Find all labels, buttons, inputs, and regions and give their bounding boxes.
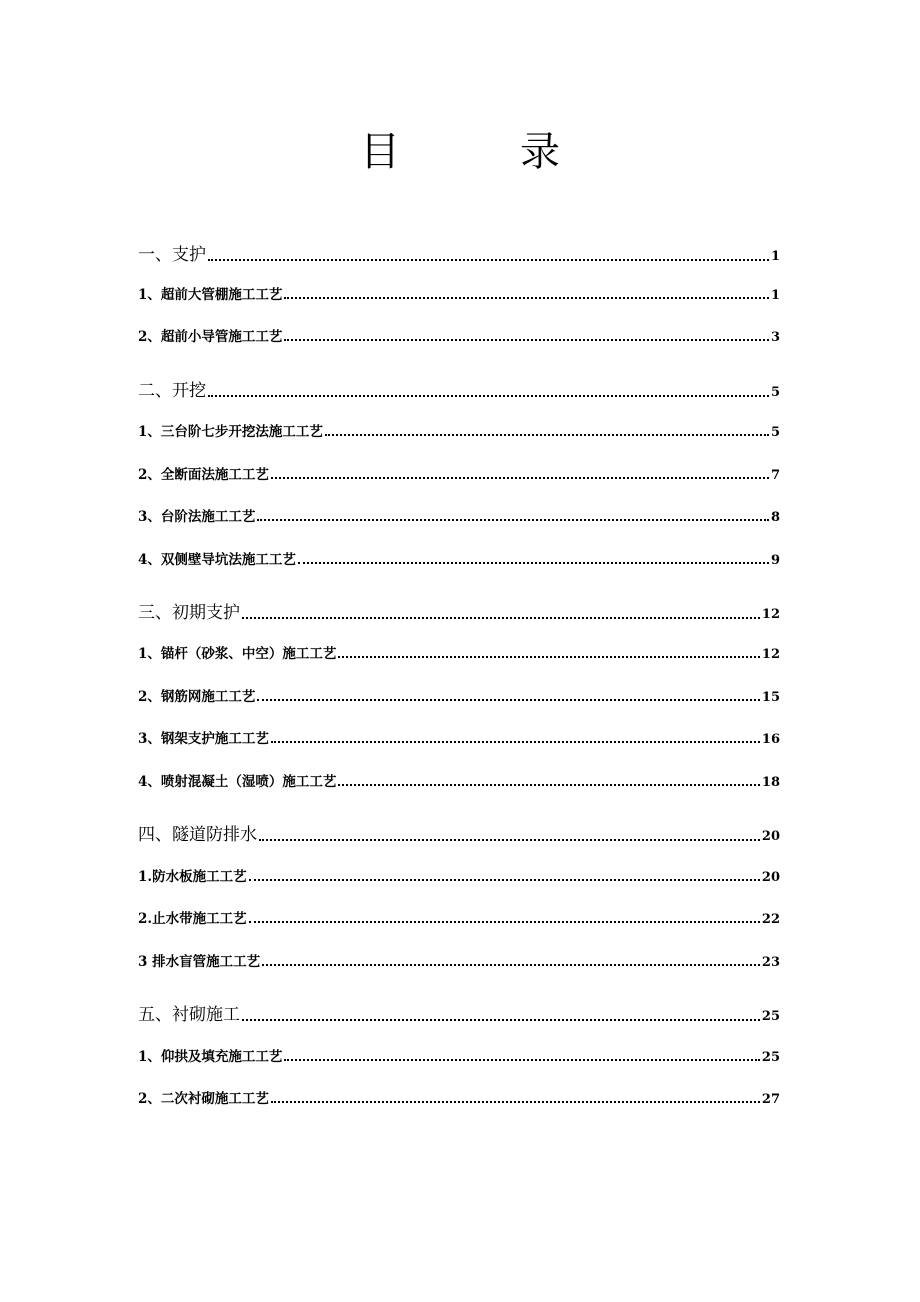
toc-entry-label: 2、全断面法施工工艺 <box>138 467 269 483</box>
dot-leader <box>208 259 769 261</box>
toc-entry-label: 1、超前大管棚施工工艺 <box>138 287 283 303</box>
toc-entry[interactable] <box>138 325 780 345</box>
toc-entry-label: 2.止水带施工工艺 <box>138 911 247 927</box>
toc-entry-label: 3 排水盲管施工工艺 <box>138 954 261 970</box>
toc-entry-page: 5 <box>770 385 780 400</box>
dot-leader <box>262 964 760 966</box>
toc-entry-label: 2、二次衬砌施工工艺 <box>138 1091 269 1107</box>
dot-leader <box>257 519 769 521</box>
toc-entry[interactable] <box>138 283 780 303</box>
toc-entry-label: 3、台阶法施工工艺 <box>138 509 256 525</box>
toc-entry-page: 16 <box>761 732 780 747</box>
toc-entry-page: 3 <box>770 330 780 345</box>
dot-leader <box>338 784 760 786</box>
dot-leader <box>242 617 760 619</box>
toc-entry[interactable] <box>138 1087 780 1107</box>
toc-entry[interactable] <box>138 865 780 885</box>
dot-leader <box>284 339 769 341</box>
dot-leader <box>284 1059 760 1061</box>
toc-entry[interactable] <box>138 907 780 927</box>
dot-leader <box>284 297 769 299</box>
toc-entry[interactable] <box>138 240 780 265</box>
toc-entry-page: 20 <box>761 829 780 844</box>
toc-entry-label: 四、隧道防排水 <box>138 825 257 845</box>
toc-entry[interactable] <box>138 1045 780 1065</box>
toc-entry-page: 1 <box>770 249 780 264</box>
toc-entry[interactable] <box>138 950 780 970</box>
dot-leader <box>298 562 769 564</box>
toc-entry-page: 18 <box>761 775 780 790</box>
dot-leader <box>242 1019 760 1021</box>
toc-entry-page: 25 <box>761 1009 780 1024</box>
toc-entry[interactable] <box>138 727 780 747</box>
toc-entry-label: 1、仰拱及填充施工工艺 <box>138 1049 283 1065</box>
dot-leader <box>338 656 760 658</box>
toc-entry[interactable] <box>138 820 780 845</box>
toc-entry-label: 五、衬砌施工 <box>138 1005 240 1025</box>
toc-entry-label: 4、喷射混凝土（湿喷）施工工艺 <box>138 774 337 790</box>
toc-entry-label: 一、支护 <box>138 245 206 265</box>
toc-entry-page: 12 <box>761 607 780 622</box>
toc-entry[interactable] <box>138 376 780 401</box>
toc-entry[interactable] <box>138 642 780 662</box>
toc-entry-label: 1、锚杆（砂浆、中空）施工工艺 <box>138 646 337 662</box>
toc-entry-page: 5 <box>770 425 780 440</box>
dot-leader <box>249 879 760 881</box>
toc-entry-label: 1、三台阶七步开挖法施工工艺 <box>138 424 323 440</box>
toc-entry-page: 20 <box>761 870 780 885</box>
toc-entry-page: 12 <box>761 647 780 662</box>
dot-leader <box>259 839 760 841</box>
toc-entry-label: 3、钢架支护施工工艺 <box>138 731 269 747</box>
toc-entry[interactable] <box>138 770 780 790</box>
toc-entry-page: 7 <box>770 468 780 483</box>
dot-leader <box>271 741 760 743</box>
toc-entry[interactable] <box>138 685 780 705</box>
dot-leader <box>325 434 769 436</box>
toc-entry-page: 9 <box>770 553 780 568</box>
toc-entry-page: 22 <box>761 912 780 927</box>
toc-entry-label: 1.防水板施工工艺 <box>138 869 247 885</box>
dot-leader <box>249 921 760 923</box>
toc-entry-label: 二、开挖 <box>138 381 206 401</box>
dot-leader <box>208 395 769 397</box>
toc-entry-page: 8 <box>770 510 780 525</box>
toc-entry-page: 23 <box>761 955 780 970</box>
toc-entry-page: 27 <box>761 1092 780 1107</box>
toc-entry[interactable] <box>138 463 780 483</box>
dot-leader <box>271 1101 760 1103</box>
toc-entry[interactable] <box>138 548 780 568</box>
toc-title: 目 录 <box>360 129 600 175</box>
toc-entry-page: 25 <box>761 1050 780 1065</box>
toc-entry-label: 2、超前小导管施工工艺 <box>138 329 283 345</box>
toc-entry[interactable] <box>138 598 780 623</box>
toc-entry-label: 2、钢筋网施工工艺 <box>138 689 256 705</box>
dot-leader <box>257 699 760 701</box>
toc-entry[interactable] <box>138 1000 780 1025</box>
toc-entry[interactable] <box>138 505 780 525</box>
toc-entry-page: 15 <box>761 690 780 705</box>
toc-entry[interactable] <box>138 420 780 440</box>
toc-entry-page: 1 <box>770 288 780 303</box>
toc-entry-label: 4、双侧壁导坑法施工工艺 <box>138 552 296 568</box>
dot-leader <box>271 477 769 479</box>
toc-entry-label: 三、初期支护 <box>138 603 240 623</box>
